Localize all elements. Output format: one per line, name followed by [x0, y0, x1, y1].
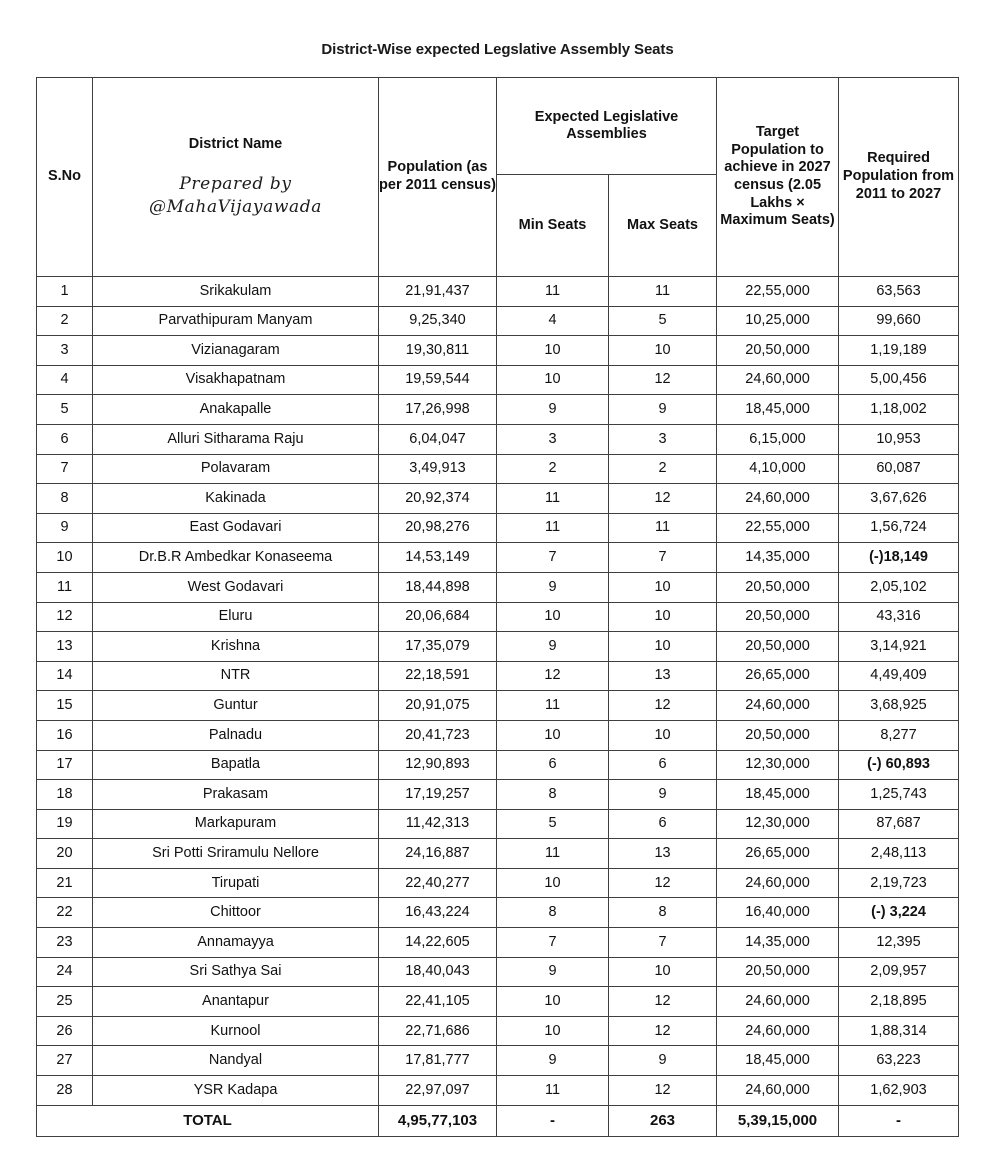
cell-min-seats: 5 — [497, 809, 609, 839]
cell-target-population: 4,10,000 — [717, 454, 839, 484]
cell-district-name: NTR — [93, 661, 379, 691]
cell-min-seats: 6 — [497, 750, 609, 780]
cell-district-name: YSR Kadapa — [93, 1076, 379, 1106]
cell-max-seats: 12 — [609, 691, 717, 721]
cell-min-seats: 9 — [497, 395, 609, 425]
cell-max-seats: 7 — [609, 543, 717, 573]
cell-min-seats: 11 — [497, 691, 609, 721]
cell-max-seats: 7 — [609, 928, 717, 958]
cell-required-population: 1,88,314 — [839, 1016, 959, 1046]
cell-required-population: 1,62,903 — [839, 1076, 959, 1106]
cell-district-name: Guntur — [93, 691, 379, 721]
cell-population: 20,41,723 — [379, 720, 497, 750]
cell-target-population: 24,60,000 — [717, 868, 839, 898]
table-row — [37, 661, 959, 691]
credit-line-1: Prepared by — [179, 174, 292, 195]
total-target-population: 5,39,15,000 — [717, 1105, 839, 1136]
cell-population: 17,81,777 — [379, 1046, 497, 1076]
cell-sno: 25 — [37, 987, 93, 1017]
cell-target-population: 24,60,000 — [717, 987, 839, 1017]
cell-sno: 1 — [37, 277, 93, 307]
cell-population: 14,22,605 — [379, 928, 497, 958]
cell-required-population: 1,56,724 — [839, 513, 959, 543]
table-row — [37, 809, 959, 839]
cell-district-name: Tirupati — [93, 868, 379, 898]
cell-population: 22,18,591 — [379, 661, 497, 691]
cell-min-seats: 11 — [497, 277, 609, 307]
cell-min-seats: 8 — [497, 780, 609, 810]
table-row — [37, 868, 959, 898]
cell-required-population: 63,223 — [839, 1046, 959, 1076]
cell-max-seats: 12 — [609, 987, 717, 1017]
cell-max-seats: 12 — [609, 365, 717, 395]
cell-target-population: 12,30,000 — [717, 809, 839, 839]
cell-max-seats: 10 — [609, 602, 717, 632]
cell-required-population: 2,09,957 — [839, 957, 959, 987]
cell-district-name: Srikakulam — [93, 277, 379, 307]
cell-max-seats: 13 — [609, 661, 717, 691]
cell-max-seats: 10 — [609, 720, 717, 750]
cell-required-population: 8,277 — [839, 720, 959, 750]
table-body — [37, 277, 959, 1106]
cell-max-seats: 10 — [609, 572, 717, 602]
cell-required-population: 1,18,002 — [839, 395, 959, 425]
cell-required-population: 12,395 — [839, 928, 959, 958]
cell-max-seats: 9 — [609, 780, 717, 810]
cell-required-population: (-) 60,893 — [839, 750, 959, 780]
cell-min-seats: 10 — [497, 1016, 609, 1046]
cell-sno: 24 — [37, 957, 93, 987]
table-row — [37, 780, 959, 810]
column-header-district-name — [93, 78, 379, 277]
cell-population: 3,49,913 — [379, 454, 497, 484]
cell-population: 22,97,097 — [379, 1076, 497, 1106]
table-row — [37, 1046, 959, 1076]
district-name-label: District Name — [188, 135, 283, 152]
table-row — [37, 720, 959, 750]
cell-max-seats: 12 — [609, 484, 717, 514]
cell-target-population: 20,50,000 — [717, 572, 839, 602]
cell-population: 9,25,340 — [379, 306, 497, 336]
table-row — [37, 987, 959, 1017]
cell-district-name: Anakapalle — [93, 395, 379, 425]
cell-target-population: 6,15,000 — [717, 424, 839, 454]
cell-target-population: 16,40,000 — [717, 898, 839, 928]
cell-population: 20,92,374 — [379, 484, 497, 514]
cell-max-seats: 5 — [609, 306, 717, 336]
cell-sno: 18 — [37, 780, 93, 810]
cell-max-seats: 10 — [609, 336, 717, 366]
cell-required-population: 60,087 — [839, 454, 959, 484]
cell-population: 20,06,684 — [379, 602, 497, 632]
cell-required-population: 63,563 — [839, 277, 959, 307]
cell-max-seats: 13 — [609, 839, 717, 869]
cell-sno: 16 — [37, 720, 93, 750]
cell-required-population: 3,68,925 — [839, 691, 959, 721]
cell-min-seats: 3 — [497, 424, 609, 454]
cell-district-name: Krishna — [93, 632, 379, 662]
column-header-target-population: Target Population to achieve in 2027 census (2.05 Lakhs × Maximum Seats) — [717, 78, 839, 277]
cell-min-seats: 11 — [497, 1076, 609, 1106]
cell-population: 18,44,898 — [379, 572, 497, 602]
cell-target-population: 20,50,000 — [717, 336, 839, 366]
cell-population: 20,91,075 — [379, 691, 497, 721]
cell-population: 22,71,686 — [379, 1016, 497, 1046]
column-header-required-population: Required Population from 2011 to 2027 — [839, 78, 959, 277]
cell-sno: 3 — [37, 336, 93, 366]
table-footer — [37, 1105, 959, 1136]
cell-required-population: 2,48,113 — [839, 839, 959, 869]
cell-min-seats: 9 — [497, 1046, 609, 1076]
cell-max-seats: 12 — [609, 868, 717, 898]
total-min-seats: - — [497, 1105, 609, 1136]
cell-min-seats: 11 — [497, 513, 609, 543]
table-row — [37, 572, 959, 602]
cell-max-seats: 12 — [609, 1076, 717, 1106]
column-header-sno: S.No — [37, 78, 93, 277]
cell-district-name: Anantapur — [93, 987, 379, 1017]
cell-sno: 20 — [37, 839, 93, 869]
cell-max-seats: 6 — [609, 809, 717, 839]
cell-population: 17,19,257 — [379, 780, 497, 810]
cell-required-population: 1,25,743 — [839, 780, 959, 810]
cell-sno: 23 — [37, 928, 93, 958]
cell-population: 16,43,224 — [379, 898, 497, 928]
cell-population: 19,30,811 — [379, 336, 497, 366]
cell-district-name: Annamayya — [93, 928, 379, 958]
cell-sno: 13 — [37, 632, 93, 662]
cell-required-population: 1,19,189 — [839, 336, 959, 366]
cell-min-seats: 12 — [497, 661, 609, 691]
cell-sno: 22 — [37, 898, 93, 928]
cell-max-seats: 3 — [609, 424, 717, 454]
cell-required-population: 2,18,895 — [839, 987, 959, 1017]
cell-target-population: 20,50,000 — [717, 632, 839, 662]
cell-sno: 26 — [37, 1016, 93, 1046]
cell-sno: 10 — [37, 543, 93, 573]
cell-district-name: Bapatla — [93, 750, 379, 780]
cell-target-population: 12,30,000 — [717, 750, 839, 780]
cell-target-population: 22,55,000 — [717, 513, 839, 543]
table-row — [37, 513, 959, 543]
cell-required-population: 87,687 — [839, 809, 959, 839]
cell-target-population: 26,65,000 — [717, 661, 839, 691]
cell-population: 24,16,887 — [379, 839, 497, 869]
header-row — [37, 78, 959, 175]
cell-population: 11,42,313 — [379, 809, 497, 839]
table-row — [37, 365, 959, 395]
cell-max-seats: 10 — [609, 957, 717, 987]
cell-target-population: 14,35,000 — [717, 928, 839, 958]
cell-target-population: 24,60,000 — [717, 1076, 839, 1106]
cell-population: 22,41,105 — [379, 987, 497, 1017]
cell-min-seats: 11 — [497, 839, 609, 869]
cell-target-population: 24,60,000 — [717, 1016, 839, 1046]
cell-target-population: 24,60,000 — [717, 365, 839, 395]
cell-target-population: 20,50,000 — [717, 720, 839, 750]
cell-required-population: 5,00,456 — [839, 365, 959, 395]
cell-sno: 19 — [37, 809, 93, 839]
cell-required-population: (-)18,149 — [839, 543, 959, 573]
cell-required-population: 99,660 — [839, 306, 959, 336]
cell-min-seats: 7 — [497, 543, 609, 573]
cell-min-seats: 10 — [497, 365, 609, 395]
total-label: TOTAL — [37, 1105, 379, 1136]
cell-min-seats: 7 — [497, 928, 609, 958]
cell-district-name: Nandyal — [93, 1046, 379, 1076]
cell-population: 17,26,998 — [379, 395, 497, 425]
cell-sno: 14 — [37, 661, 93, 691]
cell-population: 6,04,047 — [379, 424, 497, 454]
cell-district-name: Prakasam — [93, 780, 379, 810]
cell-sno: 12 — [37, 602, 93, 632]
cell-min-seats: 9 — [497, 572, 609, 602]
cell-district-name: Eluru — [93, 602, 379, 632]
cell-required-population: 3,14,921 — [839, 632, 959, 662]
cell-district-name: Alluri Sitharama Raju — [93, 424, 379, 454]
cell-max-seats: 9 — [609, 1046, 717, 1076]
table-row — [37, 484, 959, 514]
cell-target-population: 10,25,000 — [717, 306, 839, 336]
table-row — [37, 336, 959, 366]
cell-district-name: Dr.B.R Ambedkar Konaseema — [93, 543, 379, 573]
cell-sno: 6 — [37, 424, 93, 454]
cell-sno: 4 — [37, 365, 93, 395]
cell-max-seats: 11 — [609, 513, 717, 543]
cell-population: 18,40,043 — [379, 957, 497, 987]
table-row — [37, 1076, 959, 1106]
cell-max-seats: 8 — [609, 898, 717, 928]
column-header-max-seats: Max Seats — [609, 175, 717, 277]
cell-sno: 21 — [37, 868, 93, 898]
cell-district-name: Palnadu — [93, 720, 379, 750]
cell-target-population: 18,45,000 — [717, 780, 839, 810]
cell-target-population: 26,65,000 — [717, 839, 839, 869]
cell-min-seats: 10 — [497, 336, 609, 366]
total-row — [37, 1105, 959, 1136]
table-header — [37, 78, 959, 277]
column-header-population-2011: Population (as per 2011 census) — [379, 78, 497, 277]
cell-max-seats: 10 — [609, 632, 717, 662]
cell-target-population: 20,50,000 — [717, 957, 839, 987]
table-row — [37, 957, 959, 987]
table-row — [37, 898, 959, 928]
column-header-min-seats: Min Seats — [497, 175, 609, 277]
cell-target-population: 24,60,000 — [717, 484, 839, 514]
total-population: 4,95,77,103 — [379, 1105, 497, 1136]
table-row — [37, 750, 959, 780]
cell-required-population: 2,19,723 — [839, 868, 959, 898]
cell-required-population: 43,316 — [839, 602, 959, 632]
table-row — [37, 1016, 959, 1046]
cell-required-population: 2,05,102 — [839, 572, 959, 602]
cell-district-name: Kakinada — [93, 484, 379, 514]
credit-line-2: @MahaVijayawada — [149, 196, 322, 217]
cell-population: 22,40,277 — [379, 868, 497, 898]
cell-sno: 15 — [37, 691, 93, 721]
cell-district-name: East Godavari — [93, 513, 379, 543]
cell-target-population: 22,55,000 — [717, 277, 839, 307]
cell-district-name: Sri Sathya Sai — [93, 957, 379, 987]
cell-min-seats: 2 — [497, 454, 609, 484]
credit-signature — [93, 173, 378, 218]
cell-district-name: Visakhapatnam — [93, 365, 379, 395]
table-row — [37, 691, 959, 721]
cell-max-seats: 11 — [609, 277, 717, 307]
cell-target-population: 24,60,000 — [717, 691, 839, 721]
cell-min-seats: 10 — [497, 987, 609, 1017]
cell-district-name: Markapuram — [93, 809, 379, 839]
table-row — [37, 424, 959, 454]
cell-district-name: West Godavari — [93, 572, 379, 602]
cell-min-seats: 10 — [497, 720, 609, 750]
page-title: District-Wise expected Legslative Assembly Seats — [321, 41, 674, 58]
cell-max-seats: 6 — [609, 750, 717, 780]
cell-population: 17,35,079 — [379, 632, 497, 662]
cell-min-seats: 9 — [497, 957, 609, 987]
cell-min-seats: 8 — [497, 898, 609, 928]
cell-min-seats: 9 — [497, 632, 609, 662]
cell-sno: 8 — [37, 484, 93, 514]
district-seats-table — [36, 77, 959, 1137]
table-row — [37, 306, 959, 336]
table-row — [37, 277, 959, 307]
cell-target-population: 18,45,000 — [717, 1046, 839, 1076]
cell-sno: 7 — [37, 454, 93, 484]
cell-sno: 2 — [37, 306, 93, 336]
cell-sno: 28 — [37, 1076, 93, 1106]
table-row — [37, 395, 959, 425]
table-row — [37, 839, 959, 869]
cell-required-population: (-) 3,224 — [839, 898, 959, 928]
cell-district-name: Parvathipuram Manyam — [93, 306, 379, 336]
cell-max-seats: 12 — [609, 1016, 717, 1046]
cell-district-name: Chittoor — [93, 898, 379, 928]
cell-population: 21,91,437 — [379, 277, 497, 307]
table-row — [37, 632, 959, 662]
table-row — [37, 454, 959, 484]
column-header-expected-assemblies: Expected Legislative Assemblies — [497, 78, 717, 175]
cell-district-name: Kurnool — [93, 1016, 379, 1046]
cell-population: 14,53,149 — [379, 543, 497, 573]
cell-sno: 5 — [37, 395, 93, 425]
cell-population: 20,98,276 — [379, 513, 497, 543]
cell-required-population: 10,953 — [839, 424, 959, 454]
cell-target-population: 14,35,000 — [717, 543, 839, 573]
cell-population: 12,90,893 — [379, 750, 497, 780]
cell-district-name: Polavaram — [93, 454, 379, 484]
cell-target-population: 20,50,000 — [717, 602, 839, 632]
cell-target-population: 18,45,000 — [717, 395, 839, 425]
cell-required-population: 3,67,626 — [839, 484, 959, 514]
cell-min-seats: 10 — [497, 602, 609, 632]
seats-table-container — [36, 77, 958, 1137]
cell-district-name: Vizianagaram — [93, 336, 379, 366]
cell-sno: 11 — [37, 572, 93, 602]
total-required-population: - — [839, 1105, 959, 1136]
cell-max-seats: 9 — [609, 395, 717, 425]
cell-min-seats: 11 — [497, 484, 609, 514]
cell-min-seats: 10 — [497, 868, 609, 898]
cell-sno: 17 — [37, 750, 93, 780]
cell-sno: 9 — [37, 513, 93, 543]
table-row — [37, 928, 959, 958]
table-row — [37, 602, 959, 632]
cell-required-population: 4,49,409 — [839, 661, 959, 691]
cell-max-seats: 2 — [609, 454, 717, 484]
cell-min-seats: 4 — [497, 306, 609, 336]
cell-population: 19,59,544 — [379, 365, 497, 395]
total-max-seats: 263 — [609, 1105, 717, 1136]
table-row — [37, 543, 959, 573]
cell-district-name: Sri Potti Sriramulu Nellore — [93, 839, 379, 869]
cell-sno: 27 — [37, 1046, 93, 1076]
